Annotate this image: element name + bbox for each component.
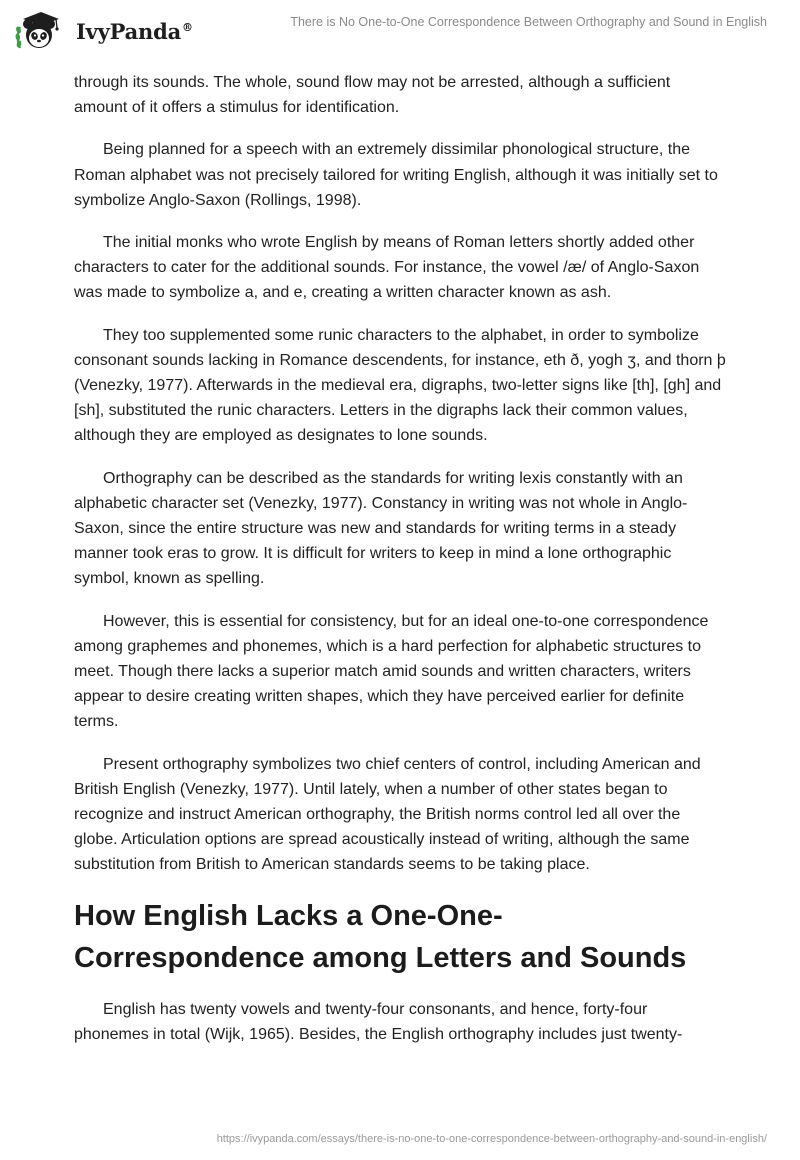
paragraph: through its sounds. The whole, sound flow may not be arrested, although a sufficient amount of it offers a stimulus for identification. bbox=[74, 74, 671, 117]
paragraph: They too supplemented some runic characters to the alphabet, in order to symbolize consonant sounds lacking in Romance descendents, for instance, eth ð, yogh ʒ, and thorn þ (Venezky, 1977). Afterwards in the medieval era, digraphs, two-letter signs like [th], [gh] and [sh], substituted the runic characters. Letters in the digraphs lack their common values, although they are employed as designates to lone sounds. bbox=[74, 326, 726, 445]
brand-name: IvyPanda® bbox=[76, 18, 193, 44]
article-body bbox=[74, 70, 726, 1064]
paragraph: However, this is essential for consistency, but for an ideal one-to-one correspondence among graphemes and phonemes, which is a hard perfection for alphabetic structures to meet. Though there lacks a superior match amid sounds and written characters, writers appear to desire creating written shapes, which they have perceived earlier for definite terms. bbox=[74, 612, 709, 731]
paragraph: English has twenty vowels and twenty-four consonants, and hence, forty-four phonemes in total (Wijk, 1965). Besides, the English orthography includes just twenty- bbox=[74, 1000, 683, 1043]
document-title: There is No One-to-One Correspondence Between Orthography and Sound in English bbox=[290, 15, 767, 29]
source-url[interactable]: https://ivypanda.com/essays/there-is-no-one-to-one-correspondence-between-orthography-and-sound-in-english/ bbox=[216, 1133, 767, 1145]
paragraph: Being planned for a speech with an extremely dissimilar phonological structure, the Roman alphabet was not precisely tailored for writing English, although it was initially set to symbolize Anglo-Saxon (Rollings, 1998). bbox=[74, 141, 718, 209]
logo[interactable] bbox=[14, 8, 193, 54]
paragraph: Orthography can be described as the standards for writing lexis constantly with an alphabetic character set (Venezky, 1977). Constancy in writing was not whole in Anglo-Saxon, since the entire structure was new and standards for writing terms in a steady manner took eras to grow. It is difficult for writers to keep in mind a lone orthographic symbol, known as spelling. bbox=[74, 469, 688, 588]
paragraph: The initial monks who wrote English by means of Roman letters shortly added other characters to cater for the additional sounds. For instance, the vowel /æ/ of Anglo-Saxon was made to symbolize a, and e, creating a written character known as ash. bbox=[74, 234, 700, 302]
page-header bbox=[0, 0, 800, 60]
paragraph: Present orthography symbolizes two chief centers of control, including American and British English (Venezky, 1977). Until lately, when a number of other states began to recognize and instruct American orthography, the British norms control led all over the globe. Articulation options are spread acoustically instead of writing, although the same substitution from British to American standards seems to be taking place. bbox=[74, 755, 701, 874]
section-heading: How English Lacks a One-One-Correspondence among Letters and Sounds bbox=[74, 899, 687, 974]
panda-graduate-icon bbox=[14, 8, 70, 54]
